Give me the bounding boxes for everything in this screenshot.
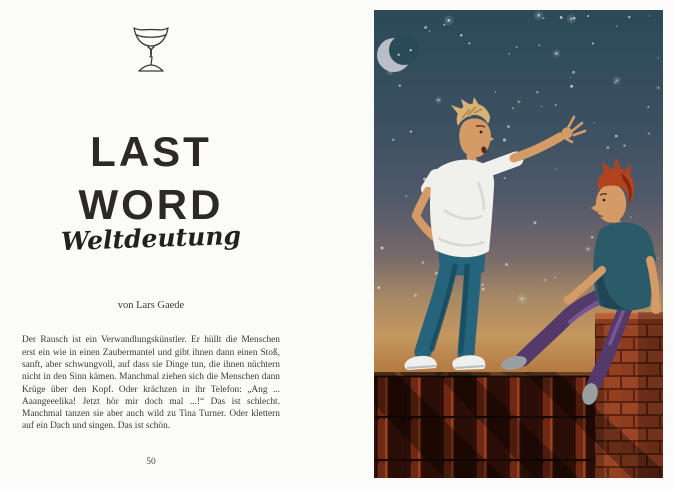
- right-page: [337, 0, 674, 489]
- page-number: 50: [146, 457, 156, 467]
- coupe-glass-icon: [22, 24, 280, 78]
- article-title: [22, 125, 280, 231]
- article-subtitle: Weltdeutung: [60, 220, 242, 257]
- rooftop-illustration: [374, 10, 663, 478]
- article-byline: von Lars Gaede: [117, 300, 185, 311]
- article-body: Der Rausch ist ein Verwandlungskünstler. Er hüllt die Menschen erst ein wie in einen Zaubermantel und gibt ihnen dann einen Stoß, sanft, aber schwungvoll, auf dass sie Dinge tun, die ihnen nüchtern nicht in den Sinn kämen. Manchmal ziehen sich die Menschen dann Krüge über den Kopf. Oder krächzen in ihr Telefon: „Ang ... Aaangeeelika! Jetzt hör mir doch mal ...!“ Das ist schlecht. Manchmal tanzen sie aber auch wild zu Tina Turner. Oder klettern auf ein Dach und singen. Das ist schön.: [22, 335, 280, 432]
- title-line-2: WORD: [78, 181, 224, 229]
- title-line-1: LAST: [90, 128, 212, 176]
- left-page-content: [22, 0, 280, 489]
